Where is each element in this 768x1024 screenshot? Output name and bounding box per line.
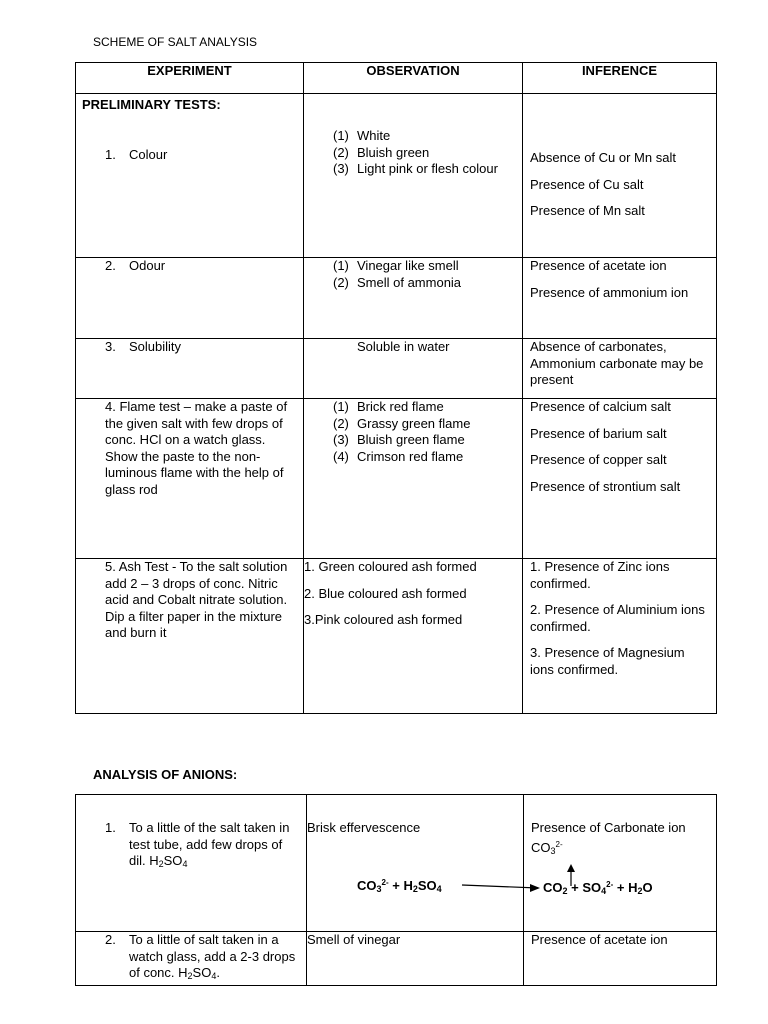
subscript: 4 xyxy=(601,886,607,896)
inference-cell xyxy=(523,94,717,258)
experiment-text: Solubility xyxy=(129,339,182,354)
section-label: PRELIMINARY TESTS: xyxy=(82,97,221,112)
inference-text: Presence of calcium salt xyxy=(530,399,671,414)
inference-text: Presence of ammonium ion xyxy=(530,284,689,300)
item-number: 1. xyxy=(105,146,116,162)
experiment-cell xyxy=(76,932,307,986)
obs-text: Light pink or flesh colour xyxy=(357,161,498,176)
inference-cell xyxy=(523,559,717,714)
table-row-acetate xyxy=(76,932,717,986)
inference-cell xyxy=(524,932,717,986)
text-part: CO xyxy=(543,880,563,895)
inference-text: 2. Presence of Aluminium ions confirmed. xyxy=(530,602,705,634)
inference-text: Presence of Mn salt xyxy=(530,203,645,218)
obs-text: 2. Blue coloured ash formed xyxy=(304,585,467,601)
inference-text: Presence of acetate ion xyxy=(530,258,667,273)
table-header-row xyxy=(76,63,717,94)
observation-cell xyxy=(304,339,523,399)
subscript: 4 xyxy=(436,884,442,894)
obs-text: Smell of vinegar xyxy=(307,932,401,947)
table-row-ash-test xyxy=(76,559,717,714)
obs-number: (4) xyxy=(333,448,349,464)
experiment-text xyxy=(129,932,300,985)
obs-text: Bluish green xyxy=(357,144,430,160)
observation-cell xyxy=(304,258,523,339)
inference-text: Presence of strontium salt xyxy=(530,478,681,494)
subscript: 2 xyxy=(158,859,164,869)
observation-cell xyxy=(307,932,524,986)
superscript: 2- xyxy=(606,880,614,889)
experiment-cell xyxy=(76,258,304,339)
obs-number: (3) xyxy=(333,432,349,447)
inference-text: Presence of Carbonate ion xyxy=(531,820,686,835)
page-title: SCHEME OF SALT ANALYSIS xyxy=(93,35,258,49)
experiment-cell xyxy=(76,795,307,932)
header-inference: INFERENCE xyxy=(523,63,717,94)
obs-text: Smell of ammonia xyxy=(357,274,462,290)
observation-cell xyxy=(304,399,523,559)
obs-text: 1. Green coloured ash formed xyxy=(304,559,477,574)
header-observation: OBSERVATION xyxy=(304,63,523,94)
obs-text: Vinegar like smell xyxy=(357,258,459,273)
subscript: 4 xyxy=(182,859,188,869)
obs-number: (2) xyxy=(333,415,349,431)
obs-number: (3) xyxy=(333,161,349,176)
inference-text: Presence of barium salt xyxy=(530,425,667,441)
obs-text: White xyxy=(357,128,391,143)
subscript: 2 xyxy=(187,971,193,981)
item-number: 1. xyxy=(105,820,116,835)
obs-number: (2) xyxy=(333,274,349,290)
experiment-cell xyxy=(76,94,304,258)
table-row-flame-test xyxy=(76,399,717,559)
obs-text: Bluish green flame xyxy=(357,432,465,447)
experiment-text: Colour xyxy=(129,146,168,162)
text-part: SO xyxy=(163,853,183,868)
subscript: 3 xyxy=(376,884,382,894)
inference-text: 3. Presence of Magnesium ions confirmed. xyxy=(530,645,685,677)
experiment-cell xyxy=(76,339,304,399)
subscript: 2 xyxy=(412,884,418,894)
text-part: O xyxy=(642,880,653,895)
obs-number: (1) xyxy=(333,399,349,414)
text-part: + H xyxy=(388,878,413,893)
header-experiment: EXPERIMENT xyxy=(76,63,304,94)
text-part: CO xyxy=(357,878,377,893)
superscript: 2- xyxy=(555,839,563,849)
text-part: To a little of the salt taken in test tube, add few drops of dil. H xyxy=(129,820,290,868)
table-row-colour xyxy=(76,94,717,258)
inference-text: Absence of carbonates, Ammonium carbonate may be present xyxy=(530,339,704,387)
item-number: 2. xyxy=(105,258,116,273)
experiment-text: 4. Flame test – make a paste of the given salt with few drops of conc. HCl on a watch glass. Show the paste to the non-luminous flame with the help of glass rod xyxy=(105,399,288,497)
table-row-odour xyxy=(76,258,717,339)
preliminary-tests-table xyxy=(75,62,717,714)
inference-text: Presence of Cu salt xyxy=(530,176,644,192)
experiment-cell xyxy=(76,559,304,714)
text-part: CO xyxy=(531,839,551,855)
subscript: 2 xyxy=(562,886,568,896)
equation-products xyxy=(543,880,653,896)
equation-reactants xyxy=(357,878,442,894)
item-number: 2. xyxy=(105,932,116,947)
obs-text: 3.Pink coloured ash formed xyxy=(304,612,463,627)
experiment-text: 5. Ash Test - To the salt solution add 2 – 3 drops of conc. Nitric acid and Cobalt nitrate solution. Dip a filter paper in the mixture and burn it xyxy=(105,559,288,640)
subscript: 3 xyxy=(550,845,556,856)
obs-text: Brisk effervescence xyxy=(307,820,421,835)
item-number: 3. xyxy=(105,339,116,354)
obs-text: Crimson red flame xyxy=(357,448,464,464)
observation-cell xyxy=(304,559,523,714)
obs-number: (1) xyxy=(333,258,349,273)
observation-cell xyxy=(304,94,523,258)
text-part: To a little of salt taken in a watch glass, add a 2-3 drops of conc. H xyxy=(129,932,296,980)
text-part: + SO xyxy=(567,880,602,895)
inference-cell xyxy=(523,339,717,399)
superscript: 2- xyxy=(381,878,389,887)
table-row-solubility xyxy=(76,339,717,399)
inference-cell xyxy=(523,399,717,559)
obs-text: Soluble in water xyxy=(357,339,450,354)
inference-text: Absence of Cu or Mn salt xyxy=(530,150,676,165)
text-part: . xyxy=(216,965,220,980)
obs-text: Grassy green flame xyxy=(357,415,471,431)
experiment-cell xyxy=(76,399,304,559)
inference-text: Presence of copper salt xyxy=(530,452,667,467)
table-row-carbonate xyxy=(76,795,717,932)
inference-text: Presence of acetate ion xyxy=(531,932,668,947)
inference-text: 1. Presence of Zinc ions confirmed. xyxy=(530,559,670,591)
inference-cell xyxy=(523,258,717,339)
text-part: SO xyxy=(192,965,212,980)
text-part: + H xyxy=(613,880,638,895)
anions-heading: ANALYSIS OF ANIONS: xyxy=(93,767,238,782)
experiment-text: Odour xyxy=(129,258,166,273)
text-part: SO xyxy=(417,878,437,893)
obs-number: (1) xyxy=(333,128,349,143)
experiment-text xyxy=(129,820,300,873)
subscript: 4 xyxy=(211,971,217,981)
obs-number: (2) xyxy=(333,144,349,160)
carbonate-ion-formula xyxy=(524,837,716,860)
subscript: 2 xyxy=(637,886,643,896)
obs-text: Brick red flame xyxy=(357,399,444,414)
